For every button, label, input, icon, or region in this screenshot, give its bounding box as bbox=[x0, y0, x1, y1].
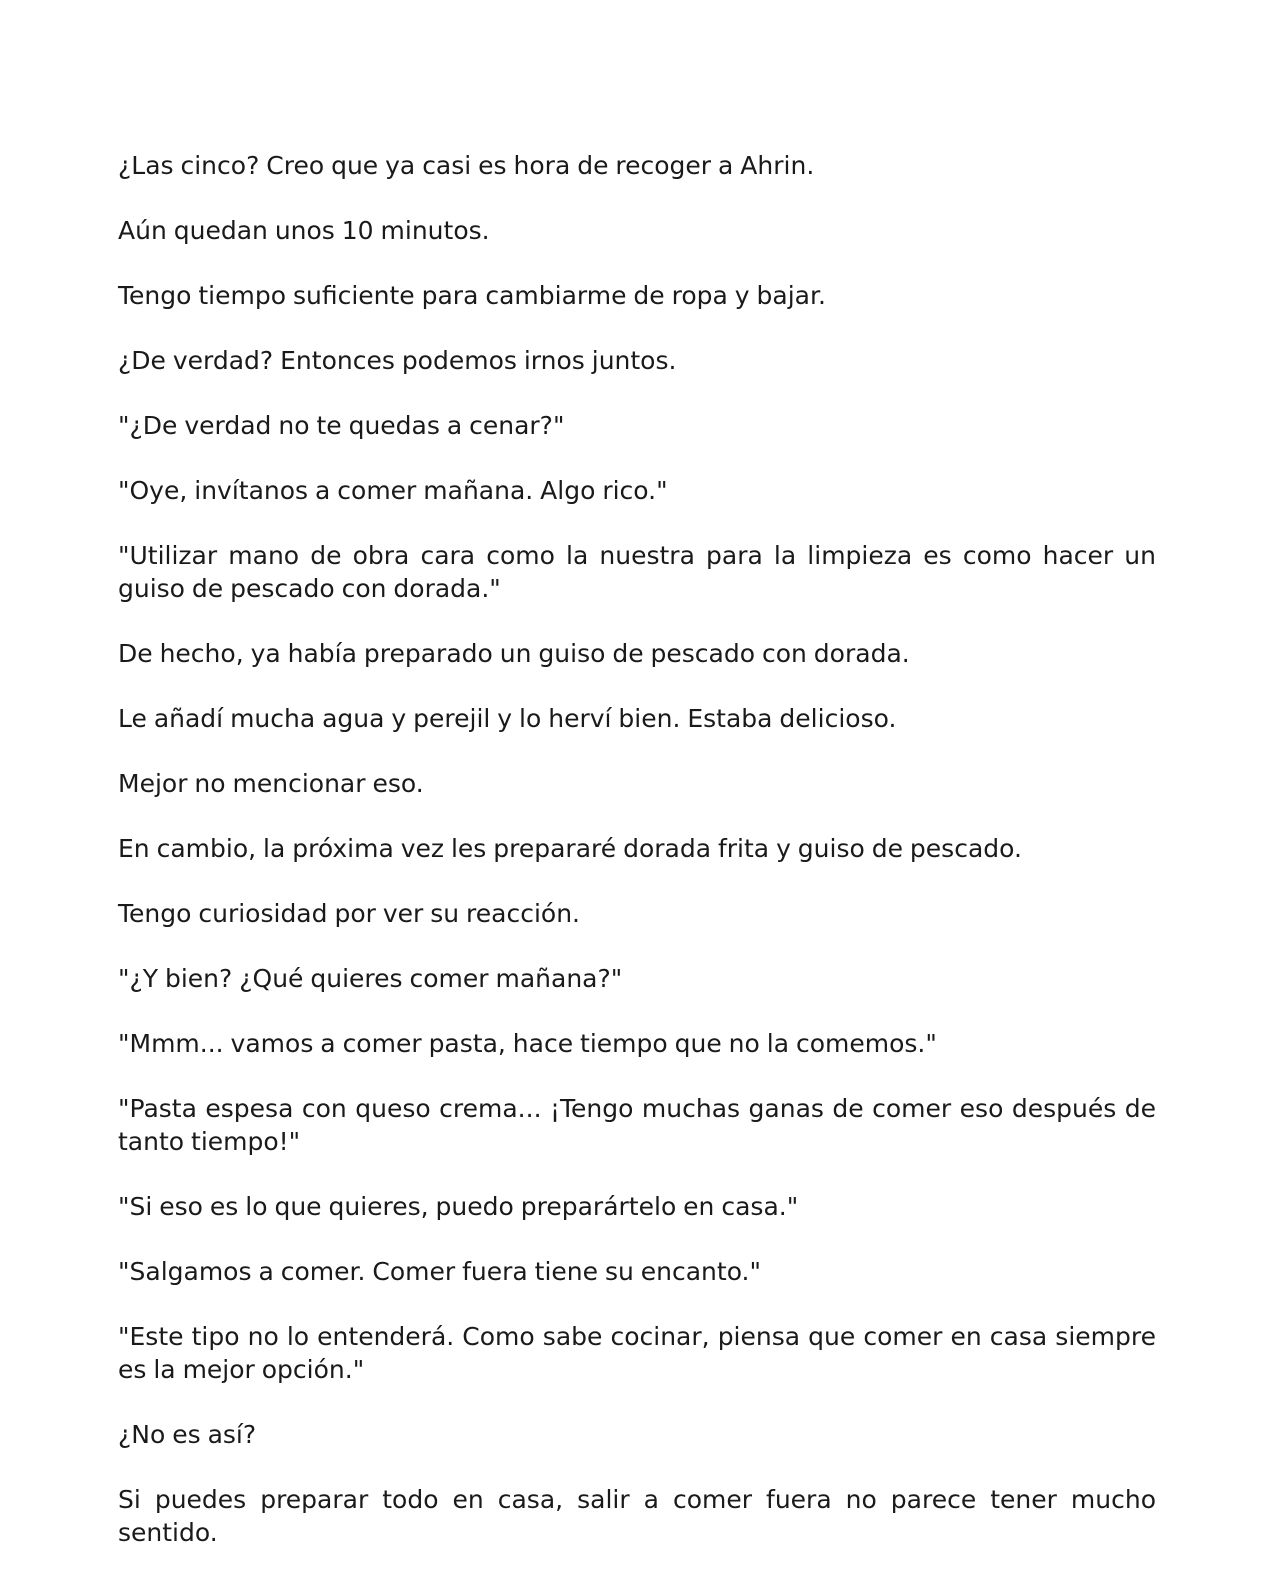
paragraph: ¿Las cinco? Creo que ya casi es hora de recoger a Ahrin. bbox=[118, 151, 815, 180]
paragraph: "Este tipo no lo entenderá. Como sabe cocinar, piensa que comer en casa siempre es la mejor opción." bbox=[118, 1322, 1156, 1384]
paragraph: "Pasta espesa con queso crema... ¡Tengo muchas ganas de comer eso después de tanto tiempo!" bbox=[118, 1094, 1156, 1156]
paragraph: Tengo curiosidad por ver su reacción. bbox=[118, 899, 581, 928]
paragraph: ¿De verdad? Entonces podemos irnos juntos. bbox=[118, 346, 677, 375]
paragraph: Le añadí mucha agua y perejil y lo herví bien. Estaba delicioso. bbox=[118, 704, 897, 733]
paragraph: "Mmm... vamos a comer pasta, hace tiempo que no la comemos." bbox=[118, 1029, 937, 1058]
paragraph: Aún quedan unos 10 minutos. bbox=[118, 216, 490, 245]
paragraph: Tengo tiempo suficiente para cambiarme de ropa y bajar. bbox=[118, 281, 826, 310]
paragraph: De hecho, ya había preparado un guiso de pescado con dorada. bbox=[118, 639, 910, 668]
paragraph: "Utilizar mano de obra cara como la nuestra para la limpieza es como hacer un guiso de pescado con dorada." bbox=[118, 541, 1156, 603]
paragraph: "Oye, invítanos a comer mañana. Algo rico." bbox=[118, 476, 668, 505]
paragraph: ¿No es así? bbox=[118, 1420, 257, 1449]
paragraph: En cambio, la próxima vez les prepararé dorada frita y guiso de pescado. bbox=[118, 834, 1022, 863]
paragraph: "Salgamos a comer. Comer fuera tiene su encanto." bbox=[118, 1257, 761, 1286]
paragraph: Si puedes preparar todo en casa, salir a comer fuera no parece tener mucho sentido. bbox=[118, 1485, 1156, 1547]
paragraph: "Si eso es lo que quieres, puedo preparártelo en casa." bbox=[118, 1192, 799, 1221]
document-body bbox=[118, 149, 1156, 1581]
paragraph: "¿Y bien? ¿Qué quieres comer mañana?" bbox=[118, 964, 623, 993]
paragraph: "¿De verdad no te quedas a cenar?" bbox=[118, 411, 565, 440]
paragraph: Mejor no mencionar eso. bbox=[118, 769, 424, 798]
